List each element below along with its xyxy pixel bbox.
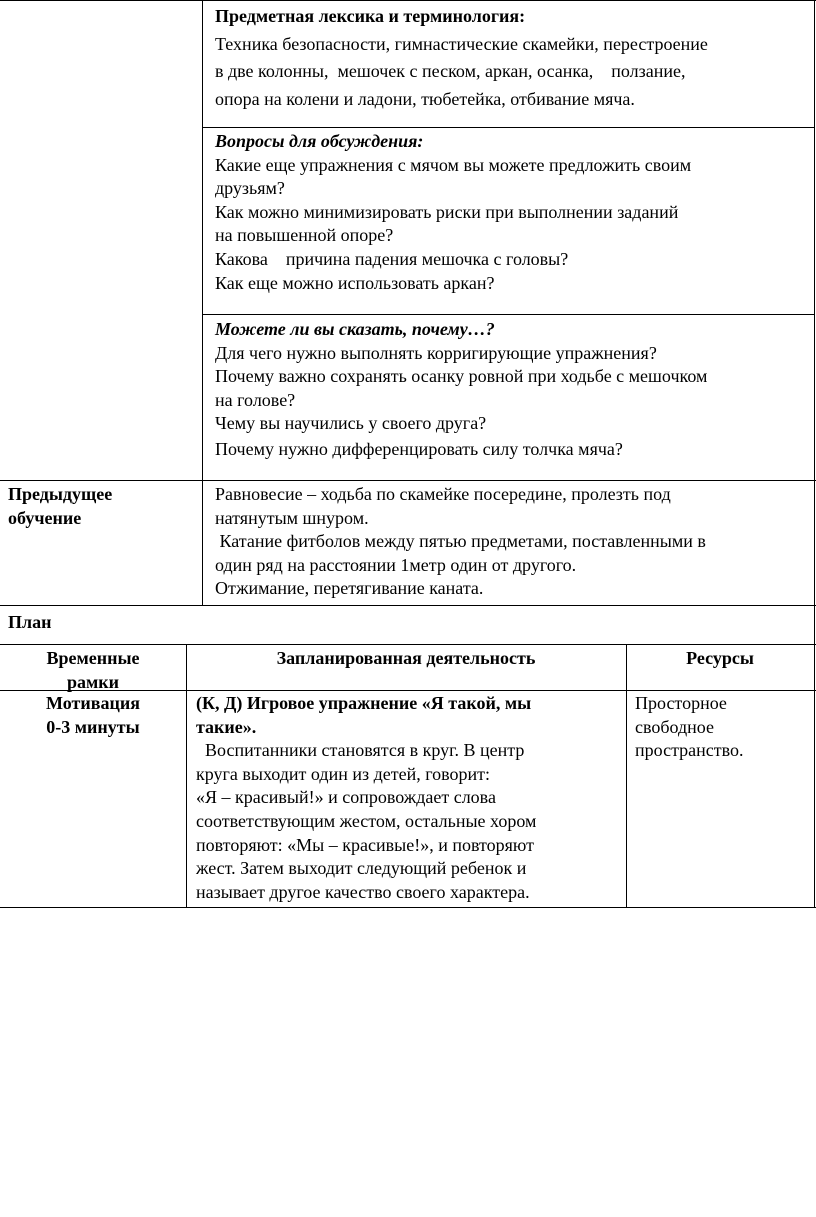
question-line: Какие еще упражнения с мячом вы можете предложить своим bbox=[215, 154, 692, 175]
header-activity: Запланированная деятельность bbox=[276, 648, 536, 668]
question-line: Как можно минимизировать риски при выполнении заданий bbox=[215, 201, 679, 222]
why-line: Чему вы научились у своего друга? bbox=[215, 413, 487, 434]
plan-table-top-border bbox=[0, 644, 816, 645]
header-time-line: рамки bbox=[66, 671, 119, 692]
plan-column-divider bbox=[186, 644, 187, 908]
previous-learning-label-line: Предыдущее bbox=[8, 484, 113, 504]
plan-column-divider bbox=[626, 644, 627, 908]
why-line: Для чего нужно выполнять корригирующие упражнения? bbox=[215, 342, 657, 363]
table-column-divider bbox=[202, 0, 203, 606]
why-section bbox=[215, 318, 810, 462]
why-line: Почему нужно дифференцировать силу толчка мяча? bbox=[215, 438, 623, 459]
question-line: друзьям? bbox=[215, 178, 285, 199]
previous-learning-line: Отжимание, перетягивание каната. bbox=[215, 578, 484, 599]
questions-section bbox=[215, 130, 810, 295]
why-heading: Можете ли вы сказать, почему…? bbox=[215, 319, 495, 339]
plan-table-bottom-border bbox=[0, 907, 816, 908]
row-divider bbox=[0, 605, 816, 606]
header-time-line: Временные bbox=[46, 648, 140, 668]
activity-line: жест. Затем выходит следующий ребенок и bbox=[196, 858, 527, 879]
previous-learning-content bbox=[215, 483, 810, 601]
row-activity bbox=[196, 692, 624, 904]
row-divider bbox=[0, 480, 816, 481]
vocabulary-heading: Предметная лексика и терминология: bbox=[215, 6, 526, 26]
vocabulary-line: опора на колени и ладони, тюбетейка, отбивание мяча. bbox=[215, 88, 635, 109]
vocabulary-line: Техника безопасности, гимнастические скамейки, перестроение bbox=[215, 33, 708, 54]
table-right-border bbox=[814, 0, 815, 606]
activity-line: называет другое качество своего характера. bbox=[196, 881, 530, 902]
activity-title-line: такие». bbox=[196, 716, 257, 737]
activity-line: Воспитанники становятся в круг. В центр bbox=[196, 740, 525, 761]
why-line: Почему важно сохранять осанку ровной при ходьбе с мешочком bbox=[215, 366, 708, 387]
activity-title-line: (К, Д) Игровое упражнение «Я такой, мы bbox=[196, 693, 532, 713]
section-divider bbox=[202, 127, 814, 128]
previous-learning-line: Равновесие – ходьба по скамейке посередине, пролезть под bbox=[215, 484, 671, 504]
activity-line: повторяют: «Мы – красивые!», и повторяют bbox=[196, 834, 535, 855]
previous-learning-label bbox=[8, 483, 198, 530]
question-line: на повышенной опоре? bbox=[215, 225, 394, 246]
why-line: на голове? bbox=[215, 389, 296, 410]
header-time bbox=[0, 647, 186, 694]
previous-learning-line: Катание фитболов между пятью предметами, поставленными в bbox=[215, 531, 706, 552]
resources-line: пространство. bbox=[635, 740, 744, 761]
vocabulary-section bbox=[215, 5, 810, 111]
question-line: Какова причина падения мешочка с головы? bbox=[215, 248, 569, 269]
header-resources: Ресурсы bbox=[686, 648, 754, 668]
vocabulary-line: в две колонны, мешочек с песком, аркан, осанка, ползание, bbox=[215, 61, 686, 82]
plan-right-border bbox=[814, 605, 815, 645]
resources-line: Просторное bbox=[635, 693, 727, 713]
previous-learning-label-line: обучение bbox=[8, 507, 82, 528]
plan-right-border bbox=[814, 644, 815, 908]
activity-line: соответствующим жестом, остальные хором bbox=[196, 810, 537, 831]
previous-learning-line: натянутым шнуром. bbox=[215, 507, 369, 528]
row-resources bbox=[635, 692, 811, 763]
table-top-border bbox=[0, 0, 816, 1]
activity-line: круга выходит один из детей, говорит: bbox=[196, 763, 491, 784]
plan-title: План bbox=[8, 612, 52, 632]
previous-learning-line: один ряд на расстоянии 1метр один от другого. bbox=[215, 554, 577, 575]
questions-heading: Вопросы для обсуждения: bbox=[215, 131, 424, 151]
activity-line: «Я – красивый!» и сопровождает слова bbox=[196, 787, 496, 808]
row-time-line: 0-3 минуты bbox=[46, 716, 140, 737]
resources-line: свободное bbox=[635, 716, 715, 737]
section-divider bbox=[202, 314, 814, 315]
row-time bbox=[0, 692, 186, 739]
question-line: Как еще можно использовать аркан? bbox=[215, 272, 495, 293]
row-time-line: Мотивация bbox=[46, 693, 140, 713]
